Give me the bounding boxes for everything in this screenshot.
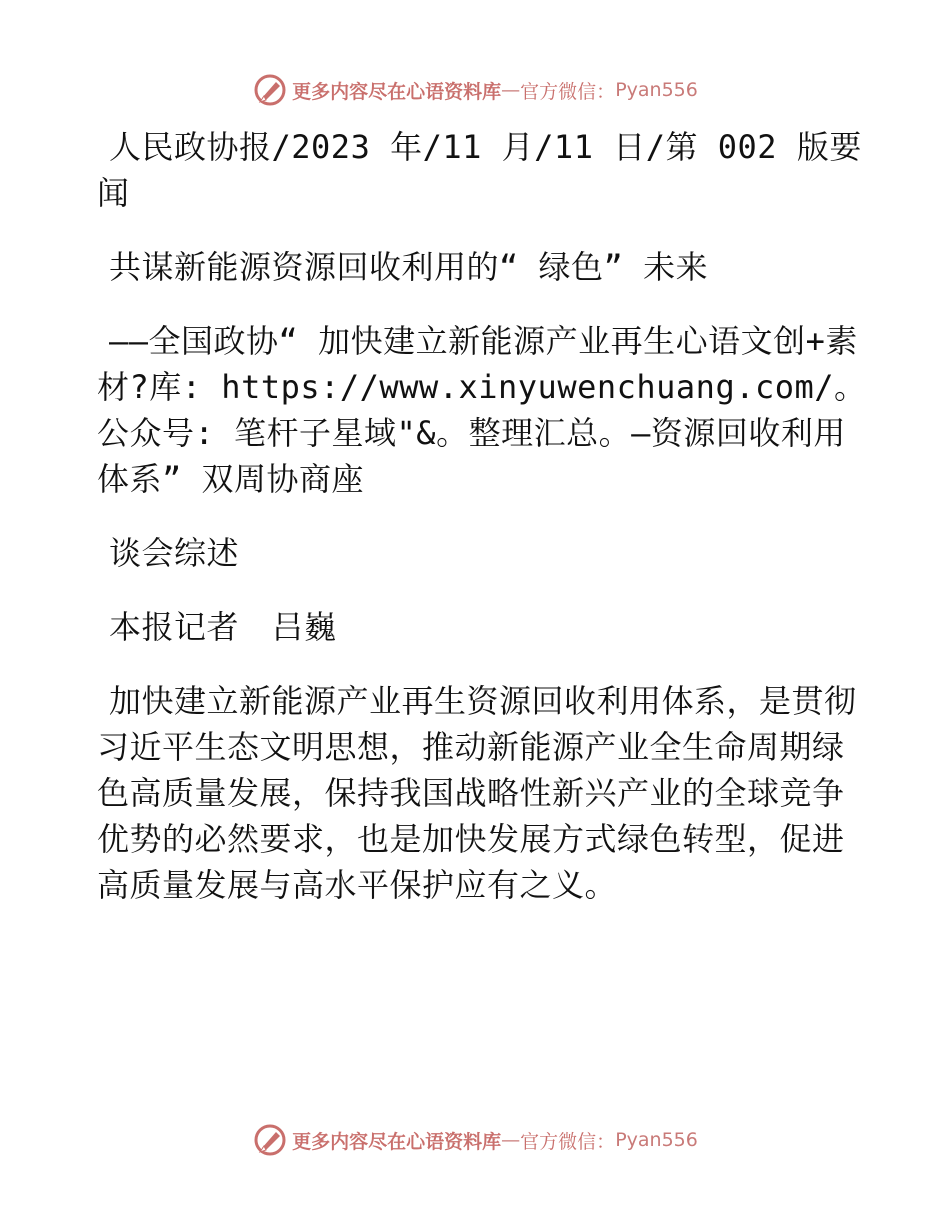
article-subtitle: ——全国政协“ 加快建立新能源产业再生心语文创+素材?库: https://www.xinyuwenchuang.com/。公众号: 笔杆子星域"&。整理汇总。—资源回收利用体系” 双周协商座 [97,322,867,498]
document-body [97,124,867,936]
pen-nib-circle-icon [252,72,288,108]
byline: 本报记者 吕巍 [109,608,337,646]
watermark-separator: — [501,1129,521,1151]
pen-nib-circle-icon [252,1122,288,1158]
body-paragraph: 加快建立新能源产业再生资源回收利用体系，是贯彻习近平生态文明思想，推动新能源产业全生命周期绿色高质量发展，保持我国战略性新兴产业的全球竞争优势的必然要求，也是加快发展方式绿色转型，促进高质量发展与高水平保护应有之义。 [97,682,857,904]
watermark-banner-top [0,70,950,110]
article-title: 共谋新能源资源回收利用的“ 绿色” 未来 [109,248,709,286]
watermark-separator: — [501,79,521,101]
watermark-contact-label: 官方微信： [520,80,616,103]
watermark-contact-id: Pyan556 [615,1129,698,1151]
watermark-contact-id: Pyan556 [615,79,698,101]
watermark-main-text: 更多内容尽在心语资料库 [292,1130,502,1153]
watermark-main-text: 更多内容尽在心语资料库 [292,80,502,103]
article-subtitle-continued: 谈会综述 [109,534,240,572]
watermark-banner-bottom [0,1120,950,1160]
watermark-contact-label: 官方微信： [520,1130,616,1153]
source-line: 人民政协报/2023 年/11 月/11 日/第 002 版要闻 [97,128,862,212]
